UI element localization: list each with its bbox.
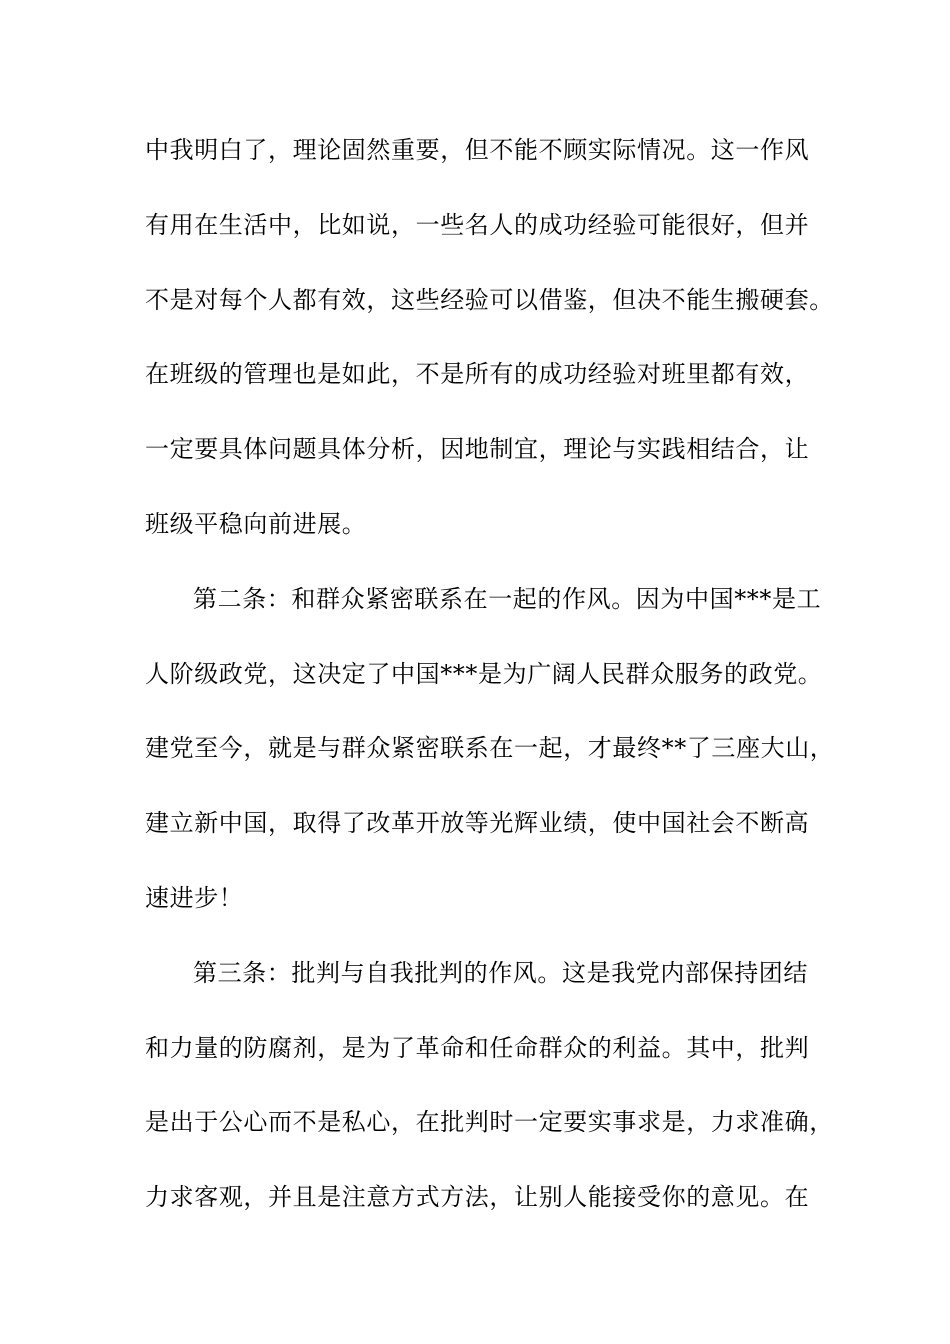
text-line: 一定要具体问题具体分析，因地制宜，理论与实践相结合，让 <box>145 435 810 464</box>
text-line: 建立新中国，取得了改革开放等光辉业绩，使中国社会不断高 <box>145 809 810 838</box>
text-line: 人阶级政党，这决定了中国***是为广阔人民群众服务的政党。 <box>145 659 823 688</box>
text-line: 班级平稳向前进展。 <box>145 509 367 538</box>
paragraph-start-line: 第三条：批判与自我批判的作风。这是我党内部保持团结 <box>193 958 808 987</box>
text-line: 不是对每个人都有效，这些经验可以借鉴，但决不能生搬硬套。 <box>145 285 834 314</box>
text-line: 力求客观，并且是注意方式方法，让别人能接受你的意见。在 <box>145 1183 810 1212</box>
text-line: 在班级的管理也是如此，不是所有的成功经验对班里都有效， <box>145 360 810 389</box>
paragraph-start-line: 第二条：和群众紧密联系在一起的作风。因为中国***是工 <box>193 584 822 613</box>
text-line: 建党至今，就是与群众紧密联系在一起，才最终**了三座大山， <box>145 734 835 763</box>
text-line: 速进步！ <box>145 883 244 912</box>
text-line: 和力量的防腐剂，是为了革命和任命群众的利益。其中，批判 <box>145 1033 810 1062</box>
text-line: 有用在生活中，比如说，一些名人的成功经验可能很好，但并 <box>145 210 810 239</box>
text-line: 是出于公心而不是私心，在批判时一定要实事求是，力求准确， <box>145 1108 834 1137</box>
text-line: 中我明白了，理论固然重要，但不能不顾实际情况。这一作风 <box>145 136 810 164</box>
document-body <box>145 132 835 1254</box>
